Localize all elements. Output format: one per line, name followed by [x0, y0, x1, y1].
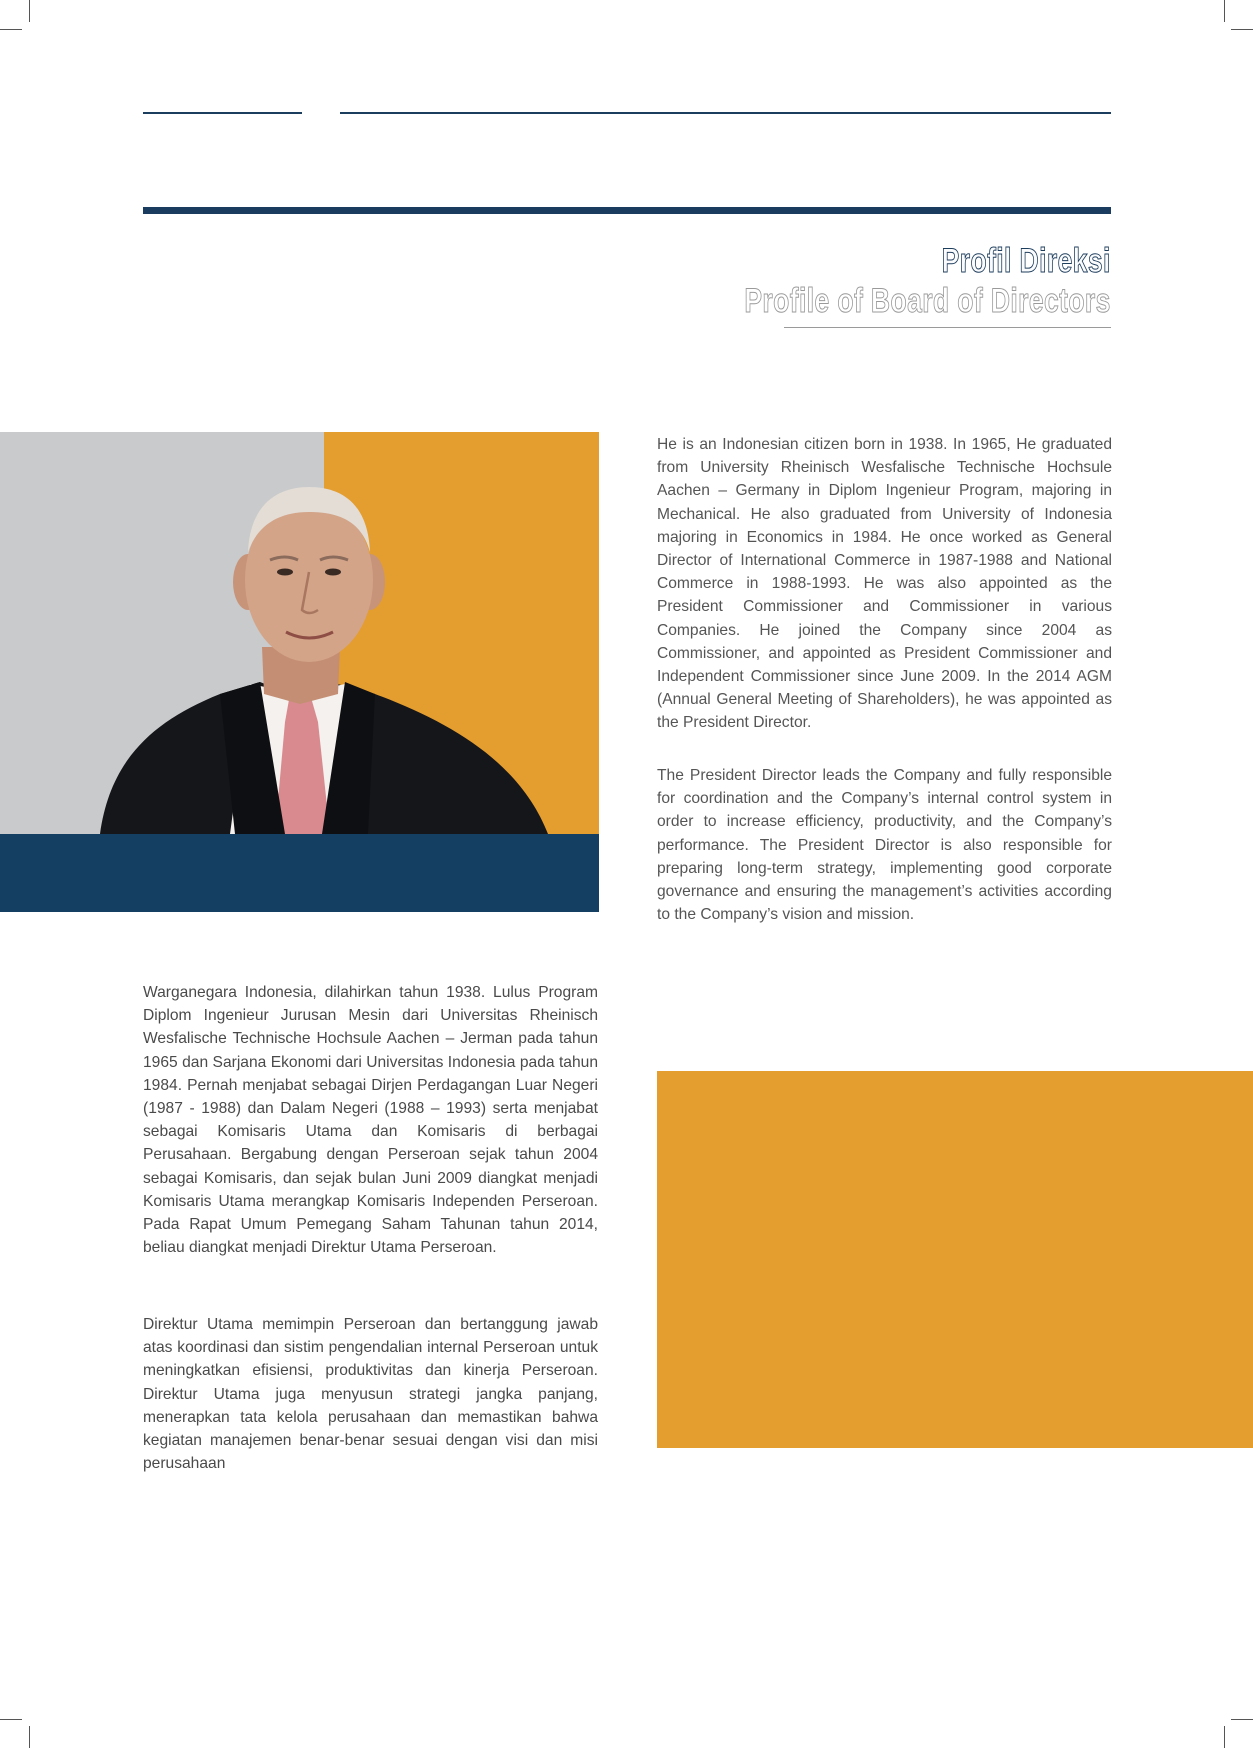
crop-mark — [29, 1726, 30, 1748]
title-underline — [784, 327, 1111, 328]
crop-mark — [1231, 1719, 1253, 1720]
crop-mark — [1231, 29, 1253, 30]
section-divider — [143, 207, 1111, 214]
director-portrait — [0, 432, 599, 834]
crop-mark — [0, 1719, 22, 1720]
photo-caption-band — [0, 834, 599, 912]
page-title: Profil Direksi — [941, 242, 1111, 280]
role-english: The President Director leads the Company and fully responsible for coordination and the Company’s internal control system in order to increase efficiency, productivity, and the Company’s performance. The President Director is also responsible for preparing long-term strategy, implementing good corporate governance and ensuring the management’s activities according to the Company’s vision and mission. — [657, 767, 1112, 924]
crop-mark — [1224, 0, 1225, 22]
bio-indonesian: Warganegara Indonesia, dilahirkan tahun 1938. Lulus Program Diplom Ingenieur Jurusan Mesin dari Universitas Rheinisch Wesfalische Technische Hochsule Aachen – Jerman pada tahun 1965 dan Sarjana Ekonomi dari Universitas Indonesia pada tahun 1984. Pernah menjabat sebagai Dirjen Perdagangan Luar Negeri (1987 - 1988) dan Dalam Negeri (1988 – 1993) serta menjabat sebagai Komisaris Utama dan Komisaris di berbagai Perusahaan. Bergabung dengan Perseroan sejak tahun 2004 sebagai Komisaris, dan sejak bulan Juni 2009 diangkat menjadi Komisaris Utama merangkap Komisaris Independen Perseroan. Pada Rapat Umum Pemegang Saham Tahunan tahun 2014, beliau diangkat menjadi Direktur Utama Perseroan. — [143, 984, 598, 1257]
crop-mark — [0, 29, 22, 30]
header-rule-short — [143, 112, 302, 114]
crop-mark — [1224, 1726, 1225, 1748]
decorative-orange-block — [657, 1071, 1253, 1448]
bio-english: He is an Indonesian citizen born in 1938. In 1965, He graduated from University Rheinisch Wesfalische Technische Hochsule Aachen – Germany in Diplom Ingenieur Program, majoring in Mechanical. He also graduated from University of Indonesia majoring in Economics in 1984. He once worked as General Director of International Commerce in 1987-1988 and National Commerce in 1988-1993. He was also appointed as the President Commissioner and Commissioner in various Companies. He joined the Company since 2004 as Commissioner, and appointed as President Commissioner and Independent Commissioner since June 2009. In the 2014 AGM (Annual General Meeting of Shareholders), he was appointed as the President Director. — [657, 436, 1112, 732]
role-indonesian: Direktur Utama memimpin Perseroan dan bertanggung jawab atas koordinasi dan sistim pengendalian internal Perseroan untuk meningkatkan efisiensi, produktivitas dan kinerja Perseroan. Direktur Utama juga menyusun strategi jangka panjang, menerapkan tata kelola perusahaan dan memastikan bahwa kegiatan manajemen benar-benar sesuai dengan visi dan misi perusahaan — [143, 1316, 598, 1473]
page-subtitle: Profile of Board of Directors — [744, 282, 1111, 320]
crop-mark — [29, 0, 30, 22]
header-rule-long — [340, 112, 1111, 114]
